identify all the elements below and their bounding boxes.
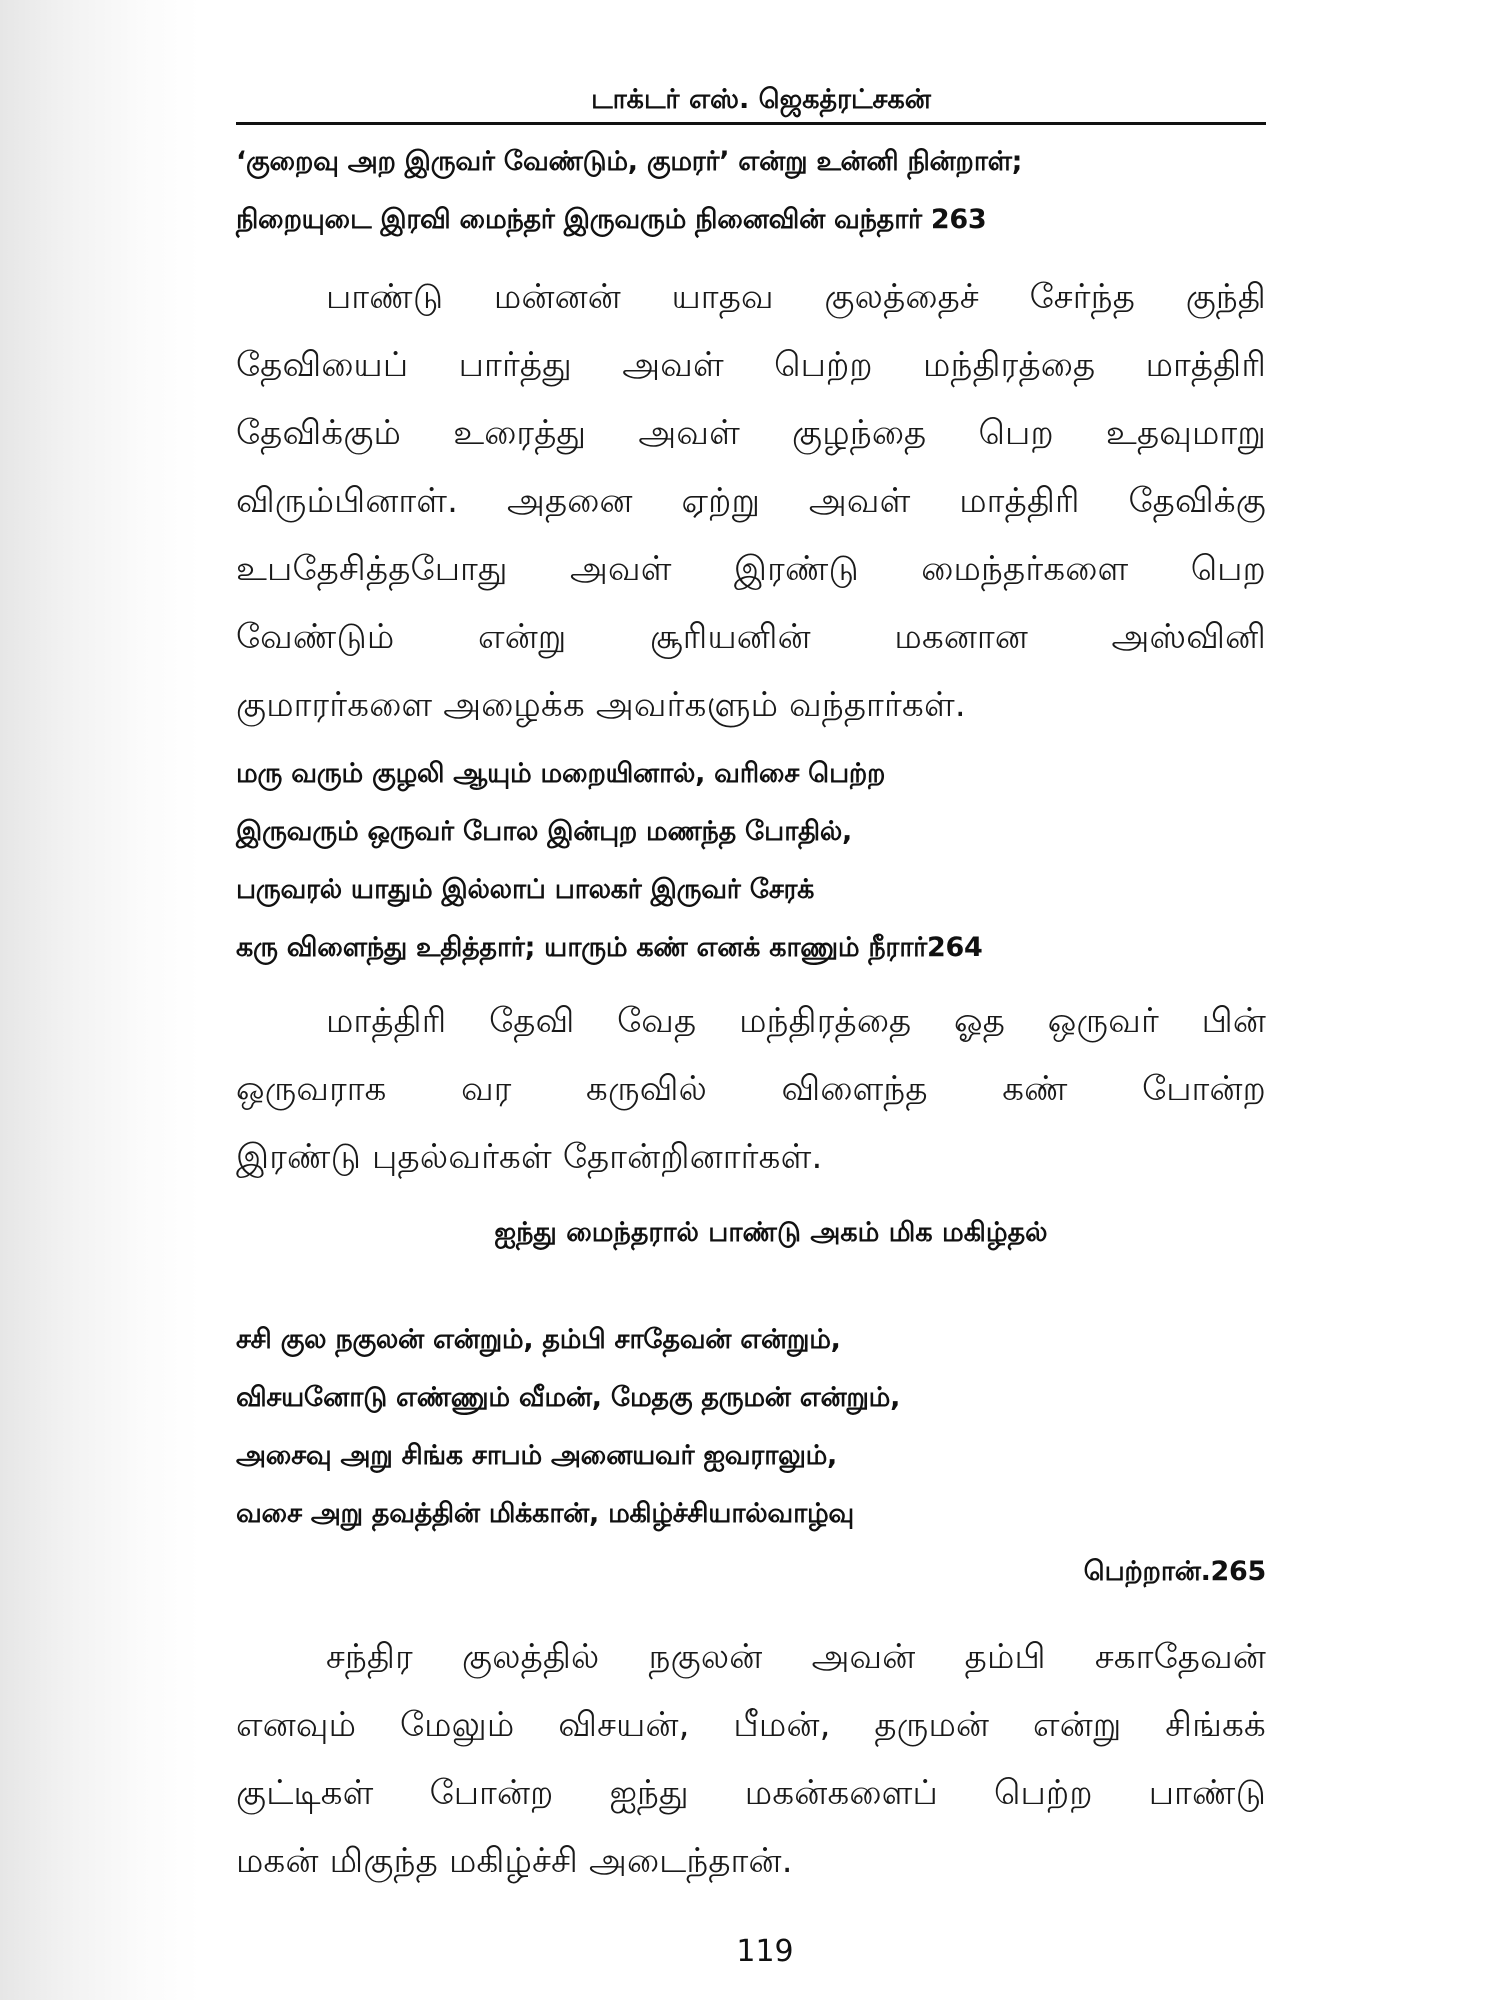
verse-line: அசைவு அறு சிங்க சாபம் அனையவர் ஐவராலும்,: [236, 1440, 837, 1471]
prose-line: மாத்திரி தேவி வேத மந்திரத்தை ஓத ஒருவர் பின்: [326, 1001, 1266, 1041]
verse-line: பருவரல் யாதும் இல்லாப் பாலகர் இருவர் சேரக்: [236, 874, 815, 905]
verse-line: சசி குல நகுலன் என்றும், தம்பி சாதேவன் என்றும்,: [236, 1324, 841, 1355]
prose-line: எனவும் மேலும் விசயன், பீமன், தருமன் என்று சிங்கக்: [236, 1705, 1266, 1745]
section-heading: ஐந்து மைந்தரால் பாண்டு அகம் மிக மகிழ்தல்: [494, 1217, 1048, 1248]
verse-line: வசை அறு தவத்தின் மிக்கான், மகிழ்ச்சியால்வாழ்வு: [236, 1498, 854, 1529]
prose-line: பாண்டு மன்னன் யாதவ குலத்தைச் சேர்ந்த குந்தி: [326, 277, 1266, 317]
verse-263: [236, 133, 1266, 249]
prose-line: மகன் மிகுந்த மகிழ்ச்சி அடைந்தான்.: [236, 1841, 793, 1881]
verse-line: இருவரும் ஒருவர் போல இன்புற மணந்த போதில்,: [236, 816, 852, 847]
page-number: 119: [736, 1934, 794, 1969]
prose-line: ஒருவராக வர கருவில் விளைந்த கண் போன்ற: [236, 1069, 1266, 1109]
prose-263: [236, 263, 1266, 739]
prose-line: உபதேசித்தபோது அவள் இரண்டு மைந்தர்களை பெற: [236, 549, 1266, 589]
prose-line: சந்திர குலத்தில் நகுலன் அவன் தம்பி சகாதேவன்: [326, 1637, 1266, 1677]
verse-line: விசயனோடு எண்ணும் வீமன், மேதகு தருமன் என்றும்,: [236, 1382, 901, 1413]
prose-line: விரும்பினாள். அதனை ஏற்று அவள் மாத்திரி தேவிக்கு: [236, 481, 1266, 521]
prose-265: [236, 1623, 1266, 1895]
prose-line: வேண்டும் என்று சூரியனின் மகனான அஸ்வினி: [236, 617, 1266, 657]
prose-264: [236, 987, 1266, 1191]
prose-line: தேவிக்கும் உரைத்து அவள் குழந்தை பெற உதவுமாறு: [236, 413, 1266, 453]
book-page: [236, 80, 1266, 1980]
prose-line: தேவியைப் பார்த்து அவள் பெற்ற மந்திரத்தை மாத்திரி: [236, 345, 1266, 385]
verse-line: கரு விளைந்து உதித்தார்; யாரும் கண் எனக் காணும் நீரார்264: [236, 932, 983, 963]
header-rule: [236, 122, 1266, 125]
page-spine-shadow: [0, 0, 200, 2000]
verse-265: [236, 1311, 1266, 1601]
prose-line: குமாரர்களை அழைக்க அவர்களும் வந்தார்கள்.: [236, 685, 966, 725]
verse-line: நிறையுடை இரவி மைந்தர் இருவரும் நினைவின் வந்தார் 263: [236, 204, 987, 235]
verse-line: பெற்றான்.265: [1083, 1556, 1266, 1587]
prose-line: குட்டிகள் போன்ற ஐந்து மகன்களைப் பெற்ற பாண்டு: [236, 1773, 1266, 1813]
verse-line: மரு வரும் குழலி ஆயும் மறையினால், வரிசை பெற்ற: [236, 758, 886, 789]
running-header: டாக்டர் எஸ். ஜெகத்ரட்சகன்: [591, 84, 931, 115]
verse-264: [236, 745, 1266, 977]
prose-line: இரண்டு புதல்வர்கள் தோன்றினார்கள்.: [236, 1137, 823, 1177]
verse-line: ‘குறைவு அற இருவர் வேண்டும், குமரர்’ என்று உன்னி நின்றாள்;: [236, 146, 1023, 177]
